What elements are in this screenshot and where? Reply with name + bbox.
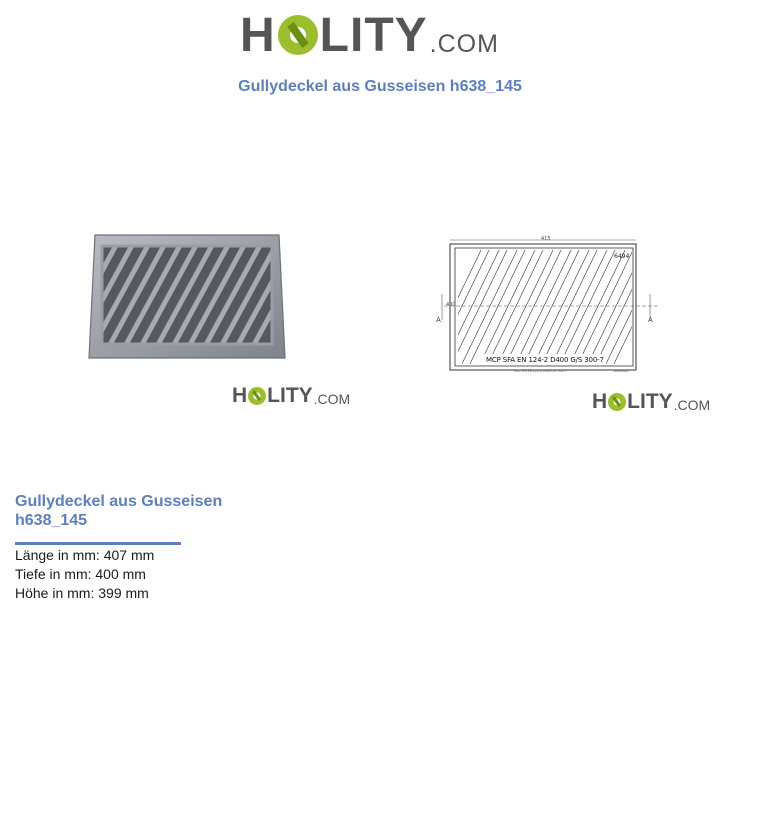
logo-o-icon [608, 393, 626, 411]
spec-list [15, 546, 154, 603]
logo-letters-lity: LITY [267, 384, 313, 407]
logo-letters-lity: LITY [319, 9, 428, 62]
holity-logo[interactable] [240, 9, 499, 62]
logo-domain: .COM [313, 391, 351, 407]
spec-height: Höhe in mm: 399 mm [15, 585, 149, 601]
logo-letter-h: H [232, 384, 248, 407]
logo-domain: .COM [429, 30, 499, 58]
drawing-watermark-logo [592, 391, 710, 413]
spec-length: Länge in mm: 407 mm [15, 547, 155, 563]
logo-letter-h: H [240, 9, 276, 62]
dim-top-label: 415 [541, 236, 551, 242]
drawing-footer-right: 6494/646 [614, 369, 629, 373]
drawing-footer-left: MCP SFA EN 124-2 D400 G/S 300-7 [514, 369, 567, 373]
product-photo [86, 232, 288, 364]
logo-domain: .COM [673, 397, 711, 413]
technical-drawing [436, 236, 660, 376]
drawing-code: 6494 [614, 253, 630, 260]
page-subtitle: Gullydeckel aus Gusseisen h638_145 [238, 78, 522, 95]
section-marker-left: A [436, 316, 441, 324]
title-divider [15, 542, 181, 545]
spec-depth: Tiefe in mm: 400 mm [15, 566, 146, 582]
logo-letter-h: H [592, 390, 608, 413]
logo-o-icon [278, 15, 318, 55]
product-title: Gullydeckel aus Gusseisen h638_145 [15, 493, 223, 529]
cast-marking: MCP SFA EN 124-2 D400 G/S 300-7 [486, 356, 604, 364]
photo-watermark-logo [232, 385, 350, 407]
dim-side-label: 400 [446, 302, 456, 308]
logo-letters-lity: LITY [627, 390, 673, 413]
logo-o-icon [248, 387, 266, 405]
section-marker-right: A [648, 316, 653, 324]
